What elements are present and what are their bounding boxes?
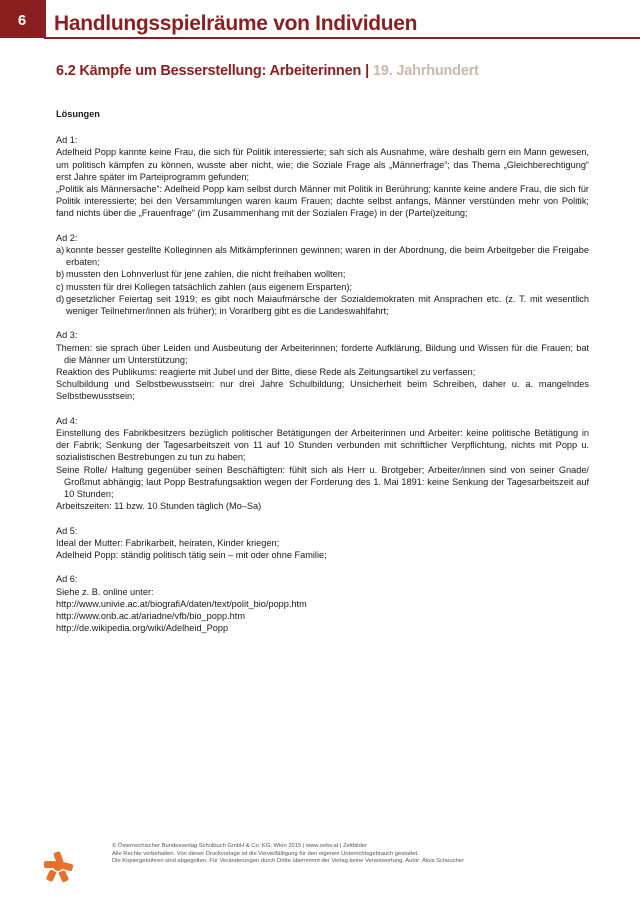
answer-paragraph: Siehe z. B. online unter: bbox=[56, 586, 154, 597]
answer-paragraph: Adelheid Popp: ständig politisch tätig sein – mit oder ohne Familie; bbox=[56, 550, 327, 561]
list-item bbox=[56, 281, 589, 293]
solutions-heading: Lösungen bbox=[56, 109, 100, 119]
list-text: konnte besser gestellte Kolleginnen als Mitkämpferinnen gewinnen; waren in der Abordnung, die beim Arbeitgeber die Freigabe erbaten; bbox=[66, 245, 589, 268]
answer-label: Ad 6: bbox=[56, 574, 78, 585]
answer-label: Ad 2: bbox=[56, 232, 78, 243]
footer-line: Alle Rechte vorbehalten. Von dieser Druckvorlage ist die Vervielfältigung für den eigenen Unterrichtsgebrauch gestattet. bbox=[112, 850, 419, 857]
answer-label: Ad 1: bbox=[56, 135, 78, 146]
list-marker: c) bbox=[56, 281, 64, 292]
answer-paragraph: Arbeitszeiten: 11 bzw. 10 Stunden täglich (Mo–Sa) bbox=[56, 501, 262, 512]
answer-6 bbox=[56, 573, 589, 634]
answer-paragraph: Ideal der Mutter: Fabrikarbeit, heiraten, Kinder kriegen; bbox=[56, 537, 280, 548]
list-marker: d) bbox=[56, 293, 65, 304]
answer-paragraph: Schulbildung und Selbstbewusstsein: nur drei Jahre Schulbildung; Unsicherheit beim Schreiben, daher u. a. mangelndes Selbstbewusstsein; bbox=[56, 379, 589, 402]
answer-paragraph: Reaktion des Publikums: reagierte mit Jubel und der Bitte, diese Rede als Zeitungsartikel zu verfassen; bbox=[56, 367, 476, 378]
list-text: mussten den Lohnverlust für jene zahlen, die nicht freihaben wollten; bbox=[66, 269, 346, 280]
section-title bbox=[56, 63, 479, 79]
list-item bbox=[56, 244, 589, 268]
answer-paragraph: Seine Rolle/ Haltung gegenüber seinen Beschäftigten: fühlt sich als Herr u. Brotgeber; Arbeiter/innen sind von seiner Gnade/ Großmut abhängig; laut Popp Bestrafungsaktion wegen der Forderung des 1. Mai 1891: keine Senkung der Tagesarbeitszeit auf 10 Stunden; bbox=[56, 464, 589, 500]
answer-1 bbox=[56, 134, 589, 219]
answer-5 bbox=[56, 525, 589, 562]
section-separator: | bbox=[365, 63, 369, 79]
publisher-logo-icon bbox=[40, 848, 76, 884]
header-divider-horizontal bbox=[44, 37, 640, 39]
footer-line: © Österreichischer Bundesverlag Schulbuch GmbH & Co. KG, Wien 2015 | www.oebv.at | Zeitbilder bbox=[112, 843, 367, 849]
answer-2 bbox=[56, 232, 589, 317]
list-marker: b) bbox=[56, 269, 65, 280]
solutions-content bbox=[56, 108, 589, 647]
list-text: gesetzlicher Feiertag seit 1919; es gibt noch Maiaufmärsche der Sozialdemokraten mit Ansprachen etc. (z. T. mit wesentlich weniger Teilnehmer/innen als früher); in Vorarlberg gibt es die Landeswahlfahrt; bbox=[66, 293, 589, 317]
list-item bbox=[56, 268, 589, 280]
answer-4 bbox=[56, 415, 589, 513]
answer-3 bbox=[56, 329, 589, 402]
list-marker: a) bbox=[56, 245, 65, 256]
answer-paragraph: „Politik als Männersache“: Adelheid Popp kam selbst durch Männer mit Politik in Berührung; kannte keine andere Frau, die sich für Politik interessierte; bei den Versammlungen waren kaum Frauen; dachte selbst anfangs, Männer verstünden mehr von Politik; fand nichts über die „Frauenfrage“ (im Zusammenhang mit der Sozialen Frage) in der (Partei)zeitung; bbox=[56, 184, 589, 219]
reference-link[interactable]: http://www.univie.ac.at/biografiA/daten/text/polit_bio/popp.htm bbox=[56, 598, 307, 609]
reference-link[interactable]: http://de.wikipedia.org/wiki/Adelheid_Popp bbox=[56, 623, 229, 634]
answer-paragraph: Einstellung des Fabrikbesitzers bezüglich politischer Betätigungen der Arbeiterinnen und Arbeiter: keine politische Betätigung in der Fabrik; Senkung der Tagesarbeitszeit von 11 auf 10 Stunden verbunden mit schriftlicher Verpflichtung, nichts mit Popp u. sozialistischen Bestrebungen zu tun zu haben; bbox=[56, 428, 589, 463]
header-divider-vertical bbox=[44, 0, 46, 38]
reference-link[interactable]: http://www.onb.ac.at/ariadne/vfb/bio_popp.htm bbox=[56, 611, 245, 622]
copyright-footer bbox=[112, 843, 464, 866]
answer-paragraph: Adelheid Popp kannte keine Frau, die sich für Politik interessierte; sah sich als Ausnahme, wäre deshalb gern ein Mann gewesen, um politisch kämpfen zu können, wusste aber nicht, wie; die Soziale Frage als „Männerfrage“; das Thema „Gleichberechtigung“ erst Jahre später im Parteiprogramm gefunden; bbox=[56, 147, 589, 182]
section-number-title: 6.2 Kämpfe um Besserstellung: Arbeiterinnen bbox=[56, 63, 362, 79]
page-title: Handlungsspielräume von Individuen bbox=[54, 12, 418, 35]
list-item bbox=[56, 293, 589, 317]
list-text: mussten für drei Kollegen tatsächlich zahlen (aus eigenem Ersparten); bbox=[66, 281, 352, 292]
page-number: 6 bbox=[0, 0, 44, 38]
answer-label: Ad 4: bbox=[56, 415, 78, 426]
section-era: 19. Jahrhundert bbox=[372, 63, 479, 79]
answer-paragraph: Themen: sie sprach über Leiden und Ausbeutung der Arbeiterinnen; forderte Aufklärung, Bildung und Wissen für die Frauen; bat die Männer um Unterstützung; bbox=[56, 342, 589, 365]
answer-label: Ad 3: bbox=[56, 330, 78, 341]
answer-label: Ad 5: bbox=[56, 525, 78, 536]
footer-line: Die Kopiergebühren sind abgegolten. Für Veränderungen durch Dritte übernimmt der Verlag keine Verantwortung. Autor: Alois Scheucher bbox=[112, 858, 464, 865]
